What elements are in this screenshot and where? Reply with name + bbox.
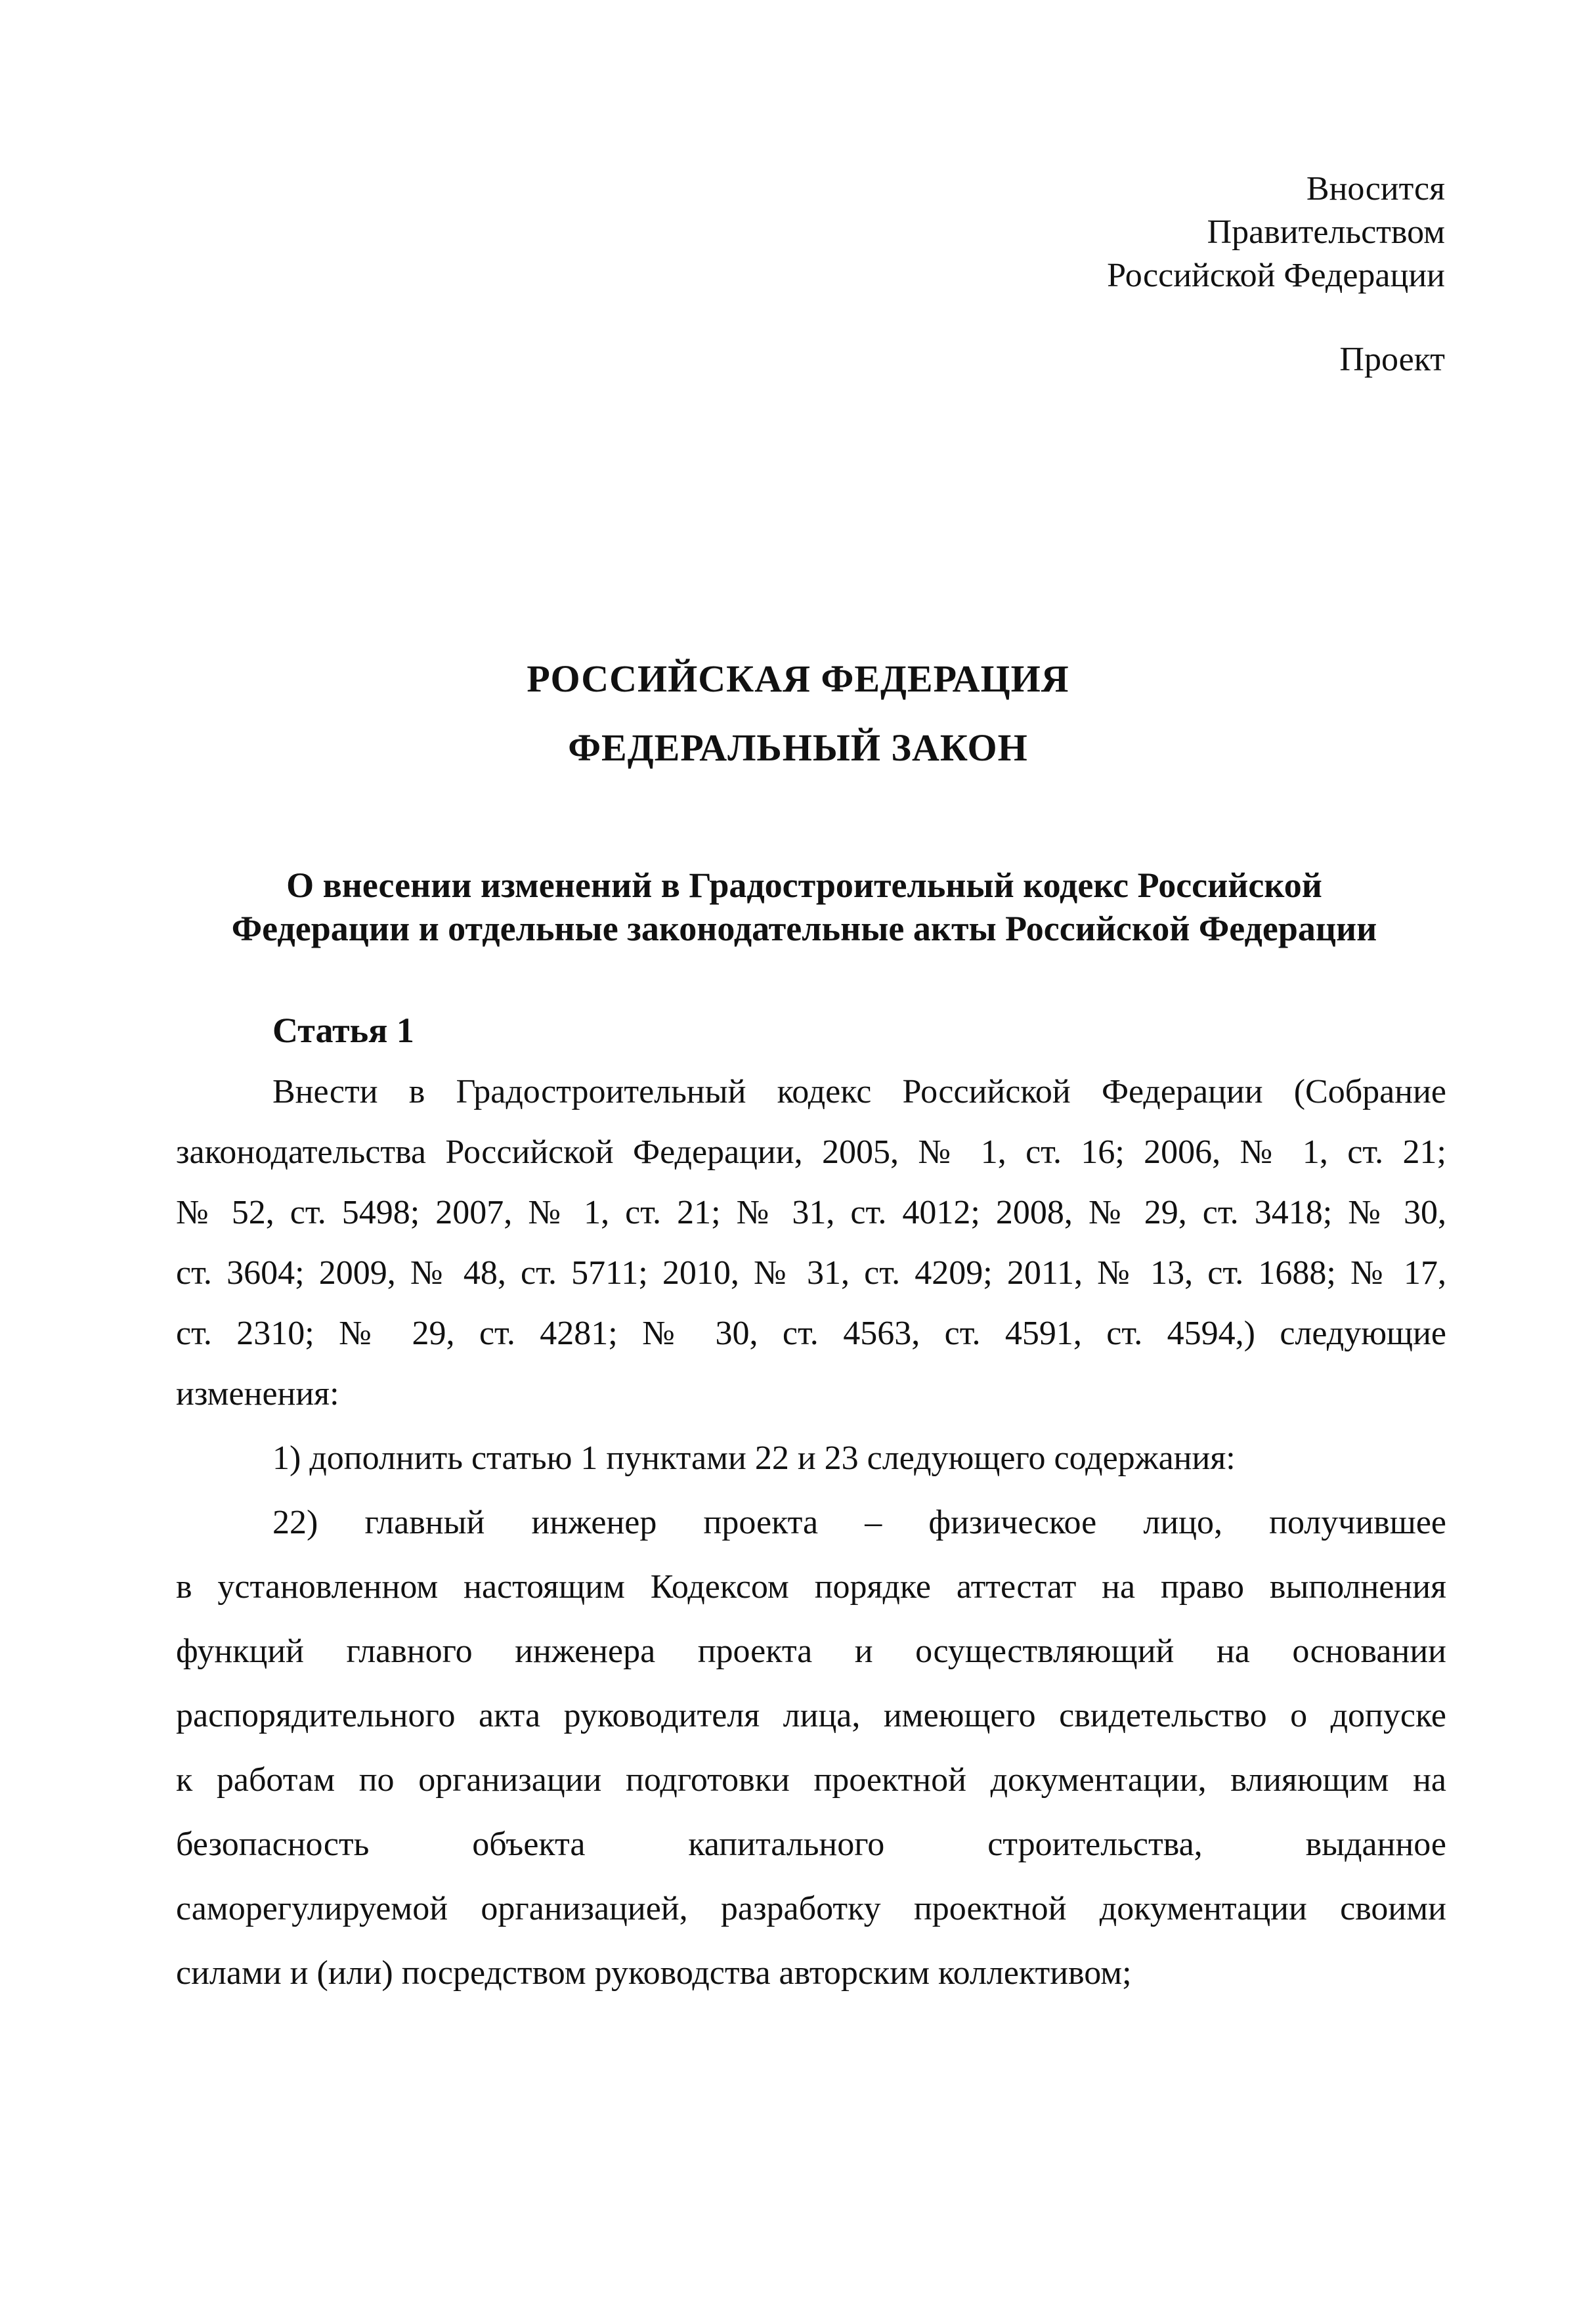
law-subject-line-1: О внесении изменений в Градостроительный кодекс Российской xyxy=(286,866,1322,905)
submitter-line-2: Правительством xyxy=(1207,213,1445,251)
article-text-line: 22) главный инженер проекта – физическое лицо, получившее xyxy=(272,1504,1446,1541)
article-text-line: 1) дополнить статью 1 пунктами 22 и 23 следующего содержания: xyxy=(272,1439,1236,1477)
article-text-line: ст. 3604; 2009, № 48, ст. 5711; 2010, № 31, ст. 4209; 2011, № 13, ст. 1688; № 17, xyxy=(176,1254,1446,1292)
article-text-line: ст. 2310; № 29, ст. 4281; № 30, ст. 4563, ст. 4591, ст. 4594,) следующие xyxy=(176,1315,1446,1352)
submitter-line-1: Вносится xyxy=(1306,170,1445,208)
article-text-line: изменения: xyxy=(176,1375,339,1413)
project-label: Проект xyxy=(1339,341,1445,378)
article-text-line: силами и (или) посредством руководства авторским коллективом; xyxy=(176,1954,1132,1992)
law-subject-line-2: Федерации и отдельные законодательные акты Российской Федерации xyxy=(231,909,1377,948)
country-title: РОССИЙСКАЯ ФЕДЕРАЦИЯ xyxy=(527,657,1069,700)
submitter-block xyxy=(1107,167,1445,297)
article-heading: Статья 1 xyxy=(272,1011,414,1050)
law-type-title: ФЕДЕРАЛЬНЫЙ ЗАКОН xyxy=(568,726,1028,769)
article-text-line: в установленном настоящим Кодексом порядке аттестат на право выполнения xyxy=(176,1568,1446,1606)
article-text-line: безопасность объекта капитального строительства, выданное xyxy=(176,1826,1446,1863)
article-text-line: саморегулируемой организацией, разработку проектной документации своими xyxy=(176,1890,1446,1927)
article-text-line: распорядительного акта руководителя лица, имеющего свидетельство о допуске xyxy=(176,1697,1446,1734)
article-text-line: № 52, ст. 5498; 2007, № 1, ст. 21; № 31, ст. 4012; 2008, № 29, ст. 3418; № 30, xyxy=(176,1194,1446,1231)
article-text-line: законодательства Российской Федерации, 2005, № 1, ст. 16; 2006, № 1, ст. 21; xyxy=(176,1133,1446,1171)
article-text-line: Внести в Градостроительный кодекс Российской Федерации (Собрание xyxy=(272,1073,1446,1110)
article-text-line: к работам по организации подготовки проектной документации, влияющим на xyxy=(176,1761,1446,1799)
submitter-line-3: Российской Федерации xyxy=(1107,257,1445,294)
article-text-line: функций главного инженера проекта и осуществляющий на основании xyxy=(176,1633,1446,1670)
